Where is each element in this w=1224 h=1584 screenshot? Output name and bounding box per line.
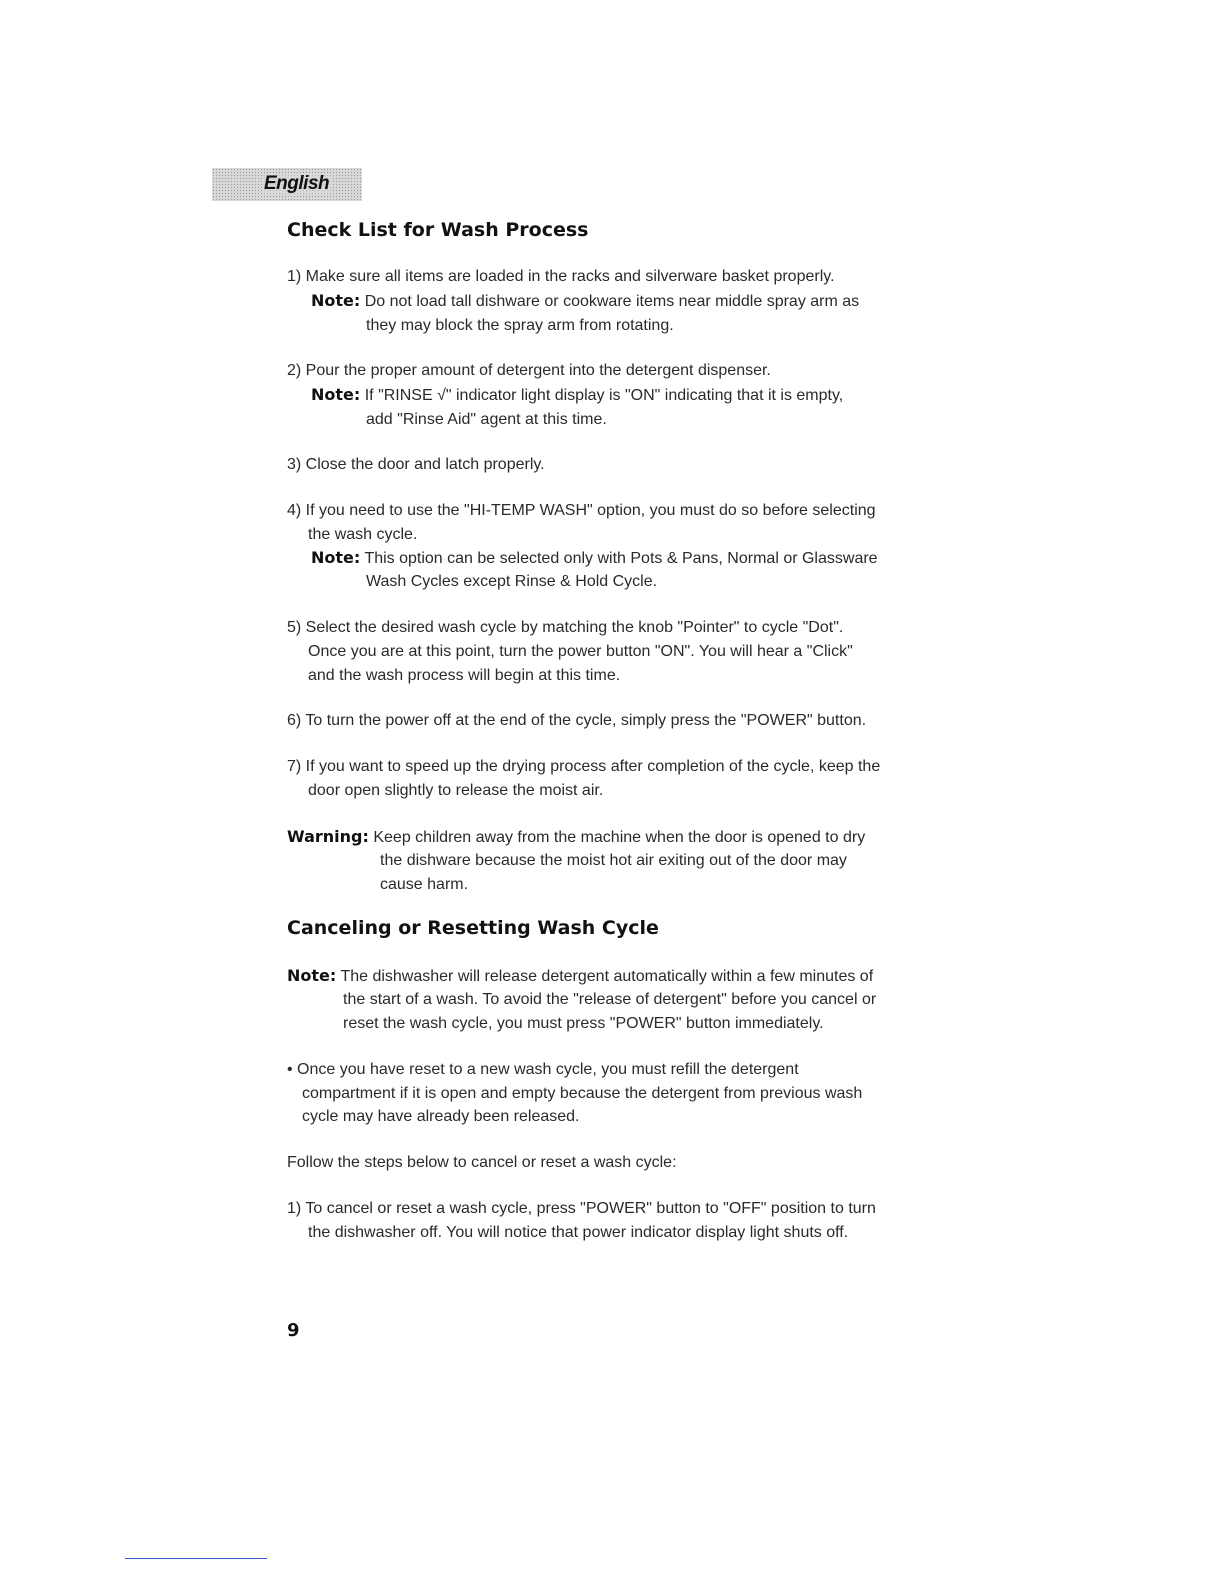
cancel-step1-line2: the dishwasher off. You will notice that power indicator display light shuts off. [308, 1224, 849, 1241]
warning-line3: cause harm. [380, 876, 469, 893]
note-label: Note: [287, 966, 337, 985]
item1-line1: 1) Make sure all items are loaded in the racks and silverware basket properly. [287, 268, 835, 285]
item5-line1: 5) Select the desired wash cycle by matching the knob "Pointer" to cycle "Dot". [287, 619, 844, 636]
item4-line1: 4) If you need to use the "HI-TEMP WASH" option, you must do so before selecting [287, 502, 876, 519]
item1-note [311, 291, 859, 312]
bullet-line3: cycle may have already been released. [302, 1108, 580, 1125]
follow-steps-text: Follow the steps below to cancel or reset a wash cycle: [287, 1154, 677, 1171]
cancel-note-text: The dishwasher will release detergent automatically within a few minutes of [340, 968, 874, 985]
item6-line1: 6) To turn the power off at the end of the cycle, simply press the "POWER" button. [287, 712, 867, 729]
warning-line2: the dishware because the moist hot air exiting out of the door may [380, 852, 847, 869]
item2-note [311, 385, 843, 406]
item4-note-text: This option can be selected only with Pots & Pans, Normal or Glassware [364, 550, 878, 567]
section-title-check-list: Check List for Wash Process [287, 219, 589, 241]
item1-note-text: Do not load tall dishware or cookware items near middle spray arm as [364, 293, 860, 310]
note-label: Note: [311, 548, 361, 567]
language-tab [212, 168, 362, 201]
section-title-canceling: Canceling or Resetting Wash Cycle [287, 917, 659, 939]
item5-line2: Once you are at this point, turn the power button "ON". You will hear a "Click" [308, 643, 853, 660]
item1-line3: they may block the spray arm from rotating. [366, 317, 674, 334]
bottom-rule [125, 1558, 267, 1559]
item2-note-text: If "RINSE √" indicator light display is "ON" indicating that it is empty, [364, 387, 844, 404]
item2-line1: 2) Pour the proper amount of detergent into the detergent dispenser. [287, 362, 771, 379]
item4-note [311, 548, 878, 569]
item2-line3: add "Rinse Aid" agent at this time. [366, 411, 607, 428]
item7-line1: 7) If you want to speed up the drying process after completion of the cycle, keep the [287, 758, 881, 775]
cancel-note-line2: the start of a wash. To avoid the "release of detergent" before you cancel or [343, 991, 877, 1008]
warning-text: Keep children away from the machine when the door is opened to dry [373, 829, 866, 846]
item3-line1: 3) Close the door and latch properly. [287, 456, 545, 473]
cancel-step1-line1: 1) To cancel or reset a wash cycle, press "POWER" button to "OFF" position to turn [287, 1200, 876, 1217]
item4-line4: Wash Cycles except Rinse & Hold Cycle. [366, 573, 658, 590]
item7-line2: door open slightly to release the moist air. [308, 782, 604, 799]
page-number: 9 [287, 1320, 300, 1341]
bullet-line2: compartment if it is open and empty because the detergent from previous wash [302, 1085, 863, 1102]
item5-line3: and the wash process will begin at this time. [308, 667, 621, 684]
warning-label: Warning: [287, 827, 369, 846]
language-tab-label: English [264, 173, 330, 194]
bullet-line1: • Once you have reset to a new wash cycle, you must refill the detergent [287, 1061, 799, 1078]
note-label: Note: [311, 291, 361, 310]
cancel-note-line1 [287, 966, 873, 987]
note-label: Note: [311, 385, 361, 404]
warning-line1 [287, 827, 865, 848]
cancel-note-line3: reset the wash cycle, you must press "POWER" button immediately. [343, 1015, 824, 1032]
item4-line2: the wash cycle. [308, 526, 418, 543]
